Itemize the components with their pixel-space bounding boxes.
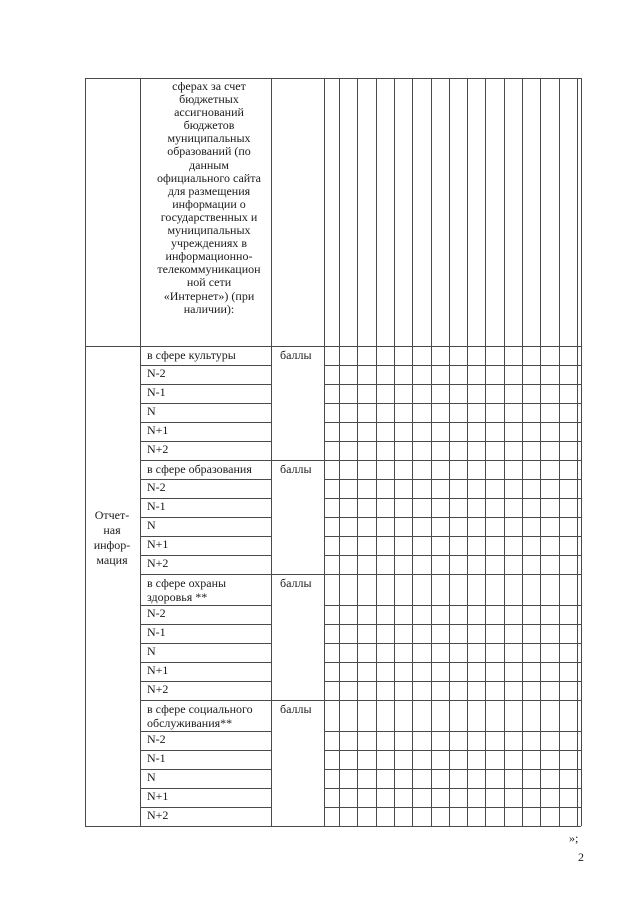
description-line: «Интернет») (при	[163, 288, 255, 303]
group-title: обслуживания**	[147, 715, 233, 730]
year-row-divider	[140, 555, 271, 556]
description-line: учреждениях в	[170, 236, 248, 251]
year-row-label: N-1	[147, 751, 166, 765]
year-row-divider	[140, 365, 271, 366]
value-row-divider	[324, 422, 581, 423]
section-label-line: мация	[96, 553, 128, 567]
value-row-divider	[324, 384, 581, 385]
year-row-label: N+1	[147, 423, 169, 437]
value-row-divider	[324, 750, 581, 751]
section-label-line: инфор-	[93, 538, 131, 552]
unit-label: баллы	[280, 462, 312, 476]
year-row-divider	[140, 517, 271, 518]
value-column-line	[559, 78, 560, 826]
year-row-divider	[140, 731, 271, 732]
group-divider	[140, 460, 581, 461]
description-line: наличии):	[183, 301, 235, 316]
description-line: образований (по	[167, 144, 251, 159]
year-row-label: N-1	[147, 385, 166, 399]
year-row-divider	[140, 384, 271, 385]
year-row-label: N+2	[147, 682, 169, 696]
year-row-label: N+2	[147, 556, 169, 570]
table-border-right	[581, 78, 582, 826]
value-row-divider	[324, 769, 581, 770]
year-row-label: N	[147, 518, 156, 532]
year-row-label: N+1	[147, 663, 169, 677]
description-line: государственных и	[160, 209, 258, 224]
value-column-line	[357, 78, 358, 826]
description-line: ассигнований	[174, 105, 244, 120]
description-line: бюджетов	[183, 118, 235, 133]
year-row-divider	[140, 498, 271, 499]
value-column-line	[485, 78, 486, 826]
year-row-divider	[140, 807, 271, 808]
value-column-line	[577, 78, 578, 826]
description-line: официального сайта	[157, 170, 261, 185]
value-column-line	[467, 78, 468, 826]
table-border-left	[85, 78, 86, 826]
value-row-divider	[324, 788, 581, 789]
description-line: для размещения	[167, 183, 251, 198]
value-row-divider	[324, 555, 581, 556]
group-title: здоровья **	[147, 589, 208, 604]
unit-label: баллы	[280, 702, 312, 716]
year-row-divider	[140, 422, 271, 423]
value-row-divider	[324, 441, 581, 442]
year-row-divider	[140, 403, 271, 404]
description-line: ной сети	[186, 275, 232, 290]
value-column-line	[449, 78, 450, 826]
year-row-label: N-1	[147, 625, 166, 639]
value-row-divider	[324, 403, 581, 404]
description-line: информации о	[172, 196, 246, 211]
indicator-description	[147, 80, 271, 316]
description-line: данным	[189, 157, 229, 172]
year-row-divider	[140, 536, 271, 537]
year-row-divider	[140, 788, 271, 789]
value-row-divider	[324, 605, 581, 606]
value-row-divider	[324, 731, 581, 732]
year-row-divider	[140, 441, 271, 442]
description-line: муниципальных	[167, 223, 251, 238]
description-line: муниципальных	[167, 131, 251, 146]
value-column-line	[522, 78, 523, 826]
description-line: телекоммуникацион	[157, 262, 261, 277]
value-row-divider	[324, 365, 581, 366]
section-label-line: Отчет-	[94, 508, 130, 522]
group-divider	[140, 346, 581, 347]
year-row-label: N	[147, 404, 156, 418]
year-row-divider	[140, 769, 271, 770]
group-title: в сфере культуры	[147, 348, 236, 362]
value-row-divider	[324, 643, 581, 644]
group-divider	[140, 574, 581, 575]
value-column-line	[412, 78, 413, 826]
year-row-divider	[140, 643, 271, 644]
value-row-divider	[324, 517, 581, 518]
group-title: в сфере охраны	[147, 576, 227, 590]
year-row-label: N+1	[147, 789, 169, 803]
year-row-label: N+2	[147, 442, 169, 456]
year-row-divider	[140, 681, 271, 682]
closing-quote-mark: »;	[569, 831, 579, 845]
value-row-divider	[324, 498, 581, 499]
section-label-reporting-info	[86, 508, 138, 568]
value-row-divider	[324, 662, 581, 663]
year-row-label: N+1	[147, 537, 169, 551]
year-row-label: N-2	[147, 732, 166, 746]
group-title: в сфере образования	[147, 462, 252, 476]
column-divider-values	[324, 78, 325, 826]
year-row-divider	[140, 662, 271, 663]
section-label-line: ная	[103, 523, 121, 537]
value-column-line	[339, 78, 340, 826]
table-border-top	[85, 78, 581, 79]
value-column-line	[431, 78, 432, 826]
year-row-divider	[140, 826, 271, 827]
year-row-label: N	[147, 644, 156, 658]
column-divider-name	[140, 78, 141, 826]
column-divider-unit	[271, 78, 272, 826]
description-line: информационно-	[165, 249, 253, 264]
year-row-divider	[140, 750, 271, 751]
group-divider	[140, 700, 581, 701]
value-column-line	[504, 78, 505, 826]
value-row-divider	[324, 826, 581, 827]
unit-label: баллы	[280, 348, 312, 362]
year-row-label: N	[147, 770, 156, 784]
value-column-line	[394, 78, 395, 826]
group-title: в сфере социального	[147, 702, 253, 716]
year-row-label: N-2	[147, 366, 166, 380]
value-column-line	[540, 78, 541, 826]
page-number: 2	[578, 850, 584, 864]
year-row-label: N-2	[147, 480, 166, 494]
year-row-divider	[140, 479, 271, 480]
value-row-divider	[324, 807, 581, 808]
year-row-label: N-1	[147, 499, 166, 513]
year-row-divider	[140, 624, 271, 625]
unit-label: баллы	[280, 576, 312, 590]
year-row-label: N-2	[147, 606, 166, 620]
value-row-divider	[324, 681, 581, 682]
value-row-divider	[324, 624, 581, 625]
value-column-line	[376, 78, 377, 826]
value-row-divider	[324, 536, 581, 537]
year-row-divider	[140, 605, 271, 606]
year-row-label: N+2	[147, 808, 169, 822]
description-line: бюджетных	[179, 92, 239, 107]
value-row-divider	[324, 479, 581, 480]
description-line: сферах за счет	[172, 79, 246, 93]
